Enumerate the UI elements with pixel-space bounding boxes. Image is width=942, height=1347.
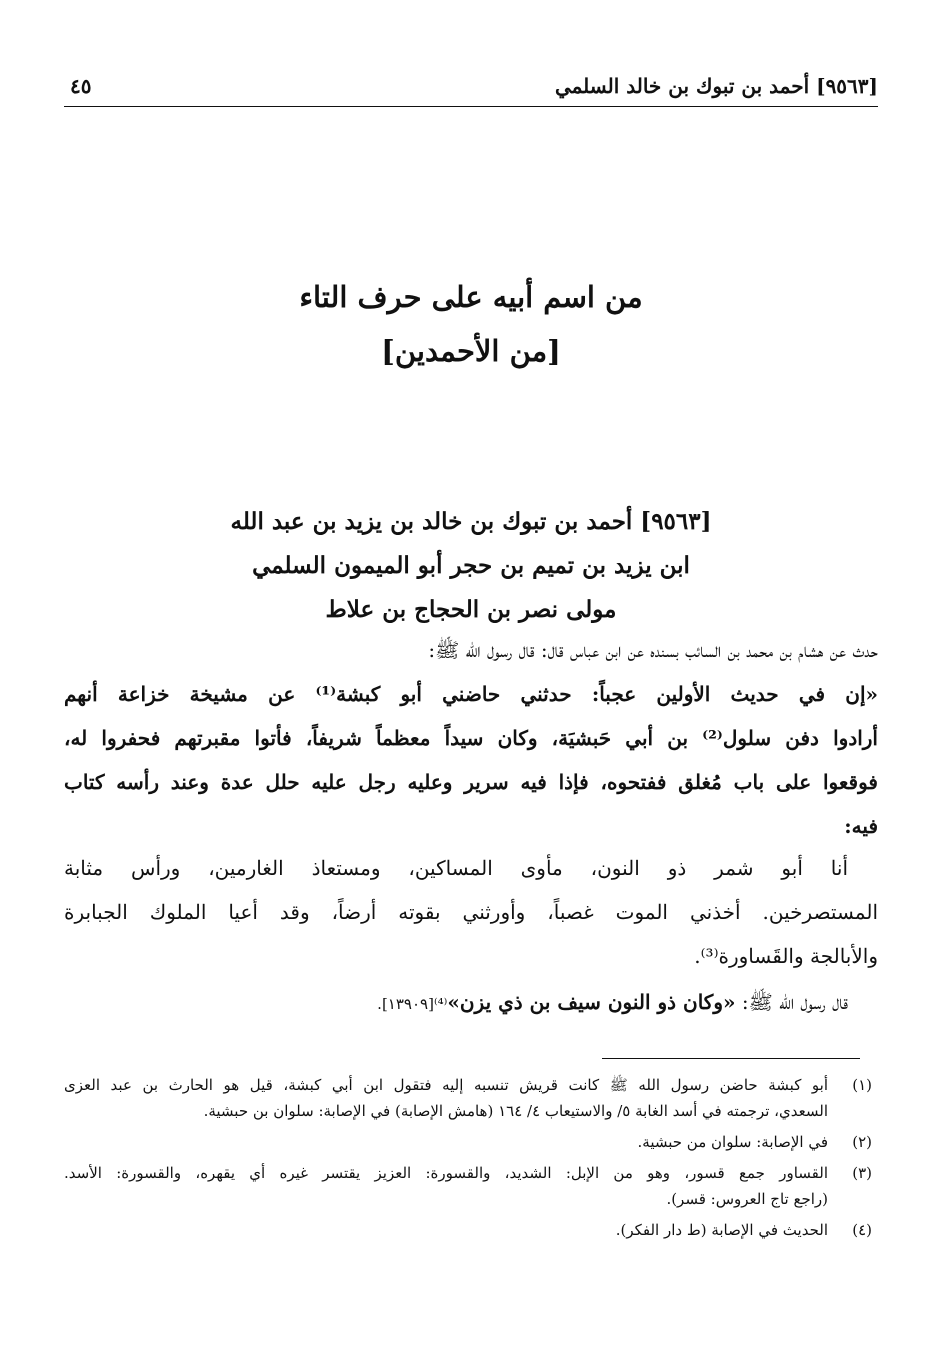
entry-heading-line: [٩٥٦٣] أحمد بن تبوك بن خالد بن يزيد بن عبد الله [230,508,712,535]
footnote-line: في الإصابة: سلوان من حبشية. [637,1133,828,1151]
footnote-item [64,1217,872,1243]
footnote-line: (راجع تاج العروس: قسر). [666,1190,828,1208]
hadith-line: أرادوا دفن سلول⁽²⁾ بن أبي حَبشيَة، وكان سيداً معظماً شريفاً، فأتوا مقبرتهم فحفروا له، [64,726,878,750]
footnote-number: (٢) [852,1133,872,1151]
section-title: من اسم أبيه على حرف التاء [299,280,643,314]
section-subtitle: [من الأحمدين] [381,334,561,368]
hadith-line: فوقعوا على باب مُغلق ففتحوه، فإذا فيه سرير وعليه رجل عليه حلل عدة وعند رأسه كتاب [64,770,878,794]
footnote-number: (١) [852,1076,872,1094]
inscription-line: المستصرخين. أخذني الموت غصباً، وأورثني بقوته أرضاً، وقد أعيا الملوك الجبابرة [64,900,878,924]
footnotes [64,1072,872,1248]
hadith-line: «إن في حديث الأولين عجباً: حدثني حاضني أبو كبشة⁽¹⁾ عن مشيخة خزاعة أنهم [64,682,878,706]
inscription-line: أنا أبو شمر ذو النون، مأوى المساكين، ومستعاذ الغارمين، ورأس مثابة [64,856,848,880]
closing-reference: ⁽⁴⁾[١٣٩٠٩]. [377,995,448,1013]
page-number: ٤٥ [70,74,92,98]
hadith-line: فيه: [844,814,878,838]
entry-heading [64,500,878,632]
inscription-line: والأبالجة والقَساورة⁽³⁾. [694,944,878,968]
inscription-paragraph [64,846,878,978]
footnote-line: السعدي، ترجمته في أسد الغابة ٥/ والاستيعاب ٤/ ١٦٤ (هامش الإصابة) في الإصابة: سلوان بن حبشية. [203,1102,828,1120]
entry-heading-line: مولى نصر بن الحجاج بن علاط [325,596,617,623]
footnote-item [64,1129,872,1155]
running-header-title: [٩٥٦٣] أحمد بن تبوك بن خالد السلمي [554,74,878,98]
hadith-paragraph [64,672,878,848]
footnote-line: الحديث في الإصابة (ط دار الفكر). [615,1221,828,1239]
closing-prefix: قال رسول الله ﷺ: [735,990,848,1014]
footnote-number: (٣) [852,1164,872,1182]
closing-quote: «وكان ذو النون سيف بن ذي يزن» [447,990,736,1014]
footnote-number: (٤) [852,1221,872,1239]
isnad-line: حدث عن هشام بن محمد بن السائب بسنده عن ابن عباس قال: قال رسول الله ﷺ: [428,638,878,662]
footnote-item [64,1160,872,1212]
entry-heading-line: ابن يزيد بن تميم بن حجر أبو الميمون السلمي [252,552,690,579]
footnote-line: أبو كبشة حاضن رسول الله ﷺ كانت قريش تنسبه إليه فتقول ابن أبي كبشة، قيل هو الحارث بن عبد العزى [64,1076,828,1094]
running-header [64,74,878,107]
footnote-line: القساور جمع قسور، وهو من الإبل: الشديد، والقسورة: العزيز يقتسر غيره أي يقهره، والقسورة: الأسد. [64,1164,828,1182]
footnote-divider [602,1058,860,1059]
footnote-item [64,1072,872,1124]
closing-line [64,982,878,1022]
